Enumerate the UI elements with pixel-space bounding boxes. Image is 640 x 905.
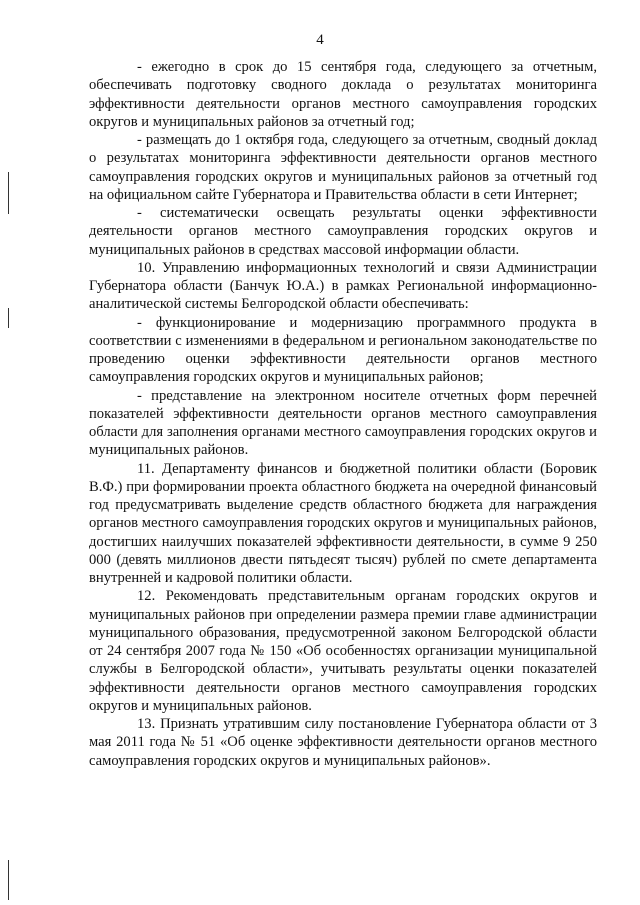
paragraph-publish-report: - размещать до 1 октября года, следующего за отчетным, сводный доклад о результатах мониторинга эффективности деятельности органов местного самоуправления городских округов и муниципальных районов за отчетный год на официальном сайте Губернатора и Правительства области в сети Интернет;: [89, 132, 597, 203]
page-number: 4: [316, 32, 324, 48]
paragraph-annual-report-deadline: - ежегодно в срок до 15 сентября года, следующего за отчетным, обеспечивать подготовку сводного доклада о результатах мониторинга эффективности деятельности органов местного самоуправления городских округов и муниципальных районов за отчетный год;: [89, 59, 597, 130]
paragraph-software-modernization: - функционирование и модернизацию программного продукта в соответствии с изменениями в федеральном и региональном законодательстве по проведению оценки эффективности деятельности органов местного самоуправления городских округов и муниципальных районов;: [89, 314, 597, 386]
paragraph-item-10: 10. Управлению информационных технологий и связи Администрации Губернатора области (Банчук Ю.А.) в рамках Региональной информационно-аналитической системы Белгородской области обеспечивать:: [89, 259, 597, 313]
scan-edge-mark-bottom: [8, 860, 9, 900]
paragraph-item-11: 11. Департаменту финансов и бюджетной политики области (Боровик В.Ф.) при формировании проекта областного бюджета на очередной финансовый год предусматривать выделение средств областного бюджета для награждения органов местного самоуправления городских округов и муниципальных районов, достигших наилучших показателей эффективности деятельности, в сумме 9 250 000 (девять миллионов двести пятьдесят тысяч) рублей по смете департамента внутренней и кадровой политики области.: [89, 460, 597, 586]
document-body: [89, 58, 597, 770]
paragraph-media-coverage: - систематически освещать результаты оценки эффективности деятельности органов местного самоуправления городских округов и муниципальных районов в средствах массовой информации области.: [89, 205, 597, 258]
scan-edge-mark-middle: [8, 308, 9, 328]
paragraph-electronic-forms: - представление на электронном носителе отчетных форм перечней показателей эффективности деятельности органов местного самоуправления области для заполнения органами местного самоуправления городских округов и муниципальных районов.: [89, 387, 597, 459]
paragraph-item-12: 12. Рекомендовать представительным органам городских округов и муниципальных районов при определении размера премии главе администрации муниципального образования, предусмотренной законом Белгородской области от 24 сентября 2007 года № 150 «Об особенностях организации муниципальной службы в Белгородской области», учитывать результаты оценки показателей эффективности деятельности органов местного самоуправления городских округов и муниципальных районов.: [89, 588, 597, 714]
paragraph-item-13: 13. Признать утратившим силу постановление Губернатора области от 3 мая 2011 года № 51 «Об оценке эффективности деятельности органов местного самоуправления городских округов и муниципальных районов».: [89, 716, 597, 769]
scan-edge-mark-top: [8, 172, 9, 214]
